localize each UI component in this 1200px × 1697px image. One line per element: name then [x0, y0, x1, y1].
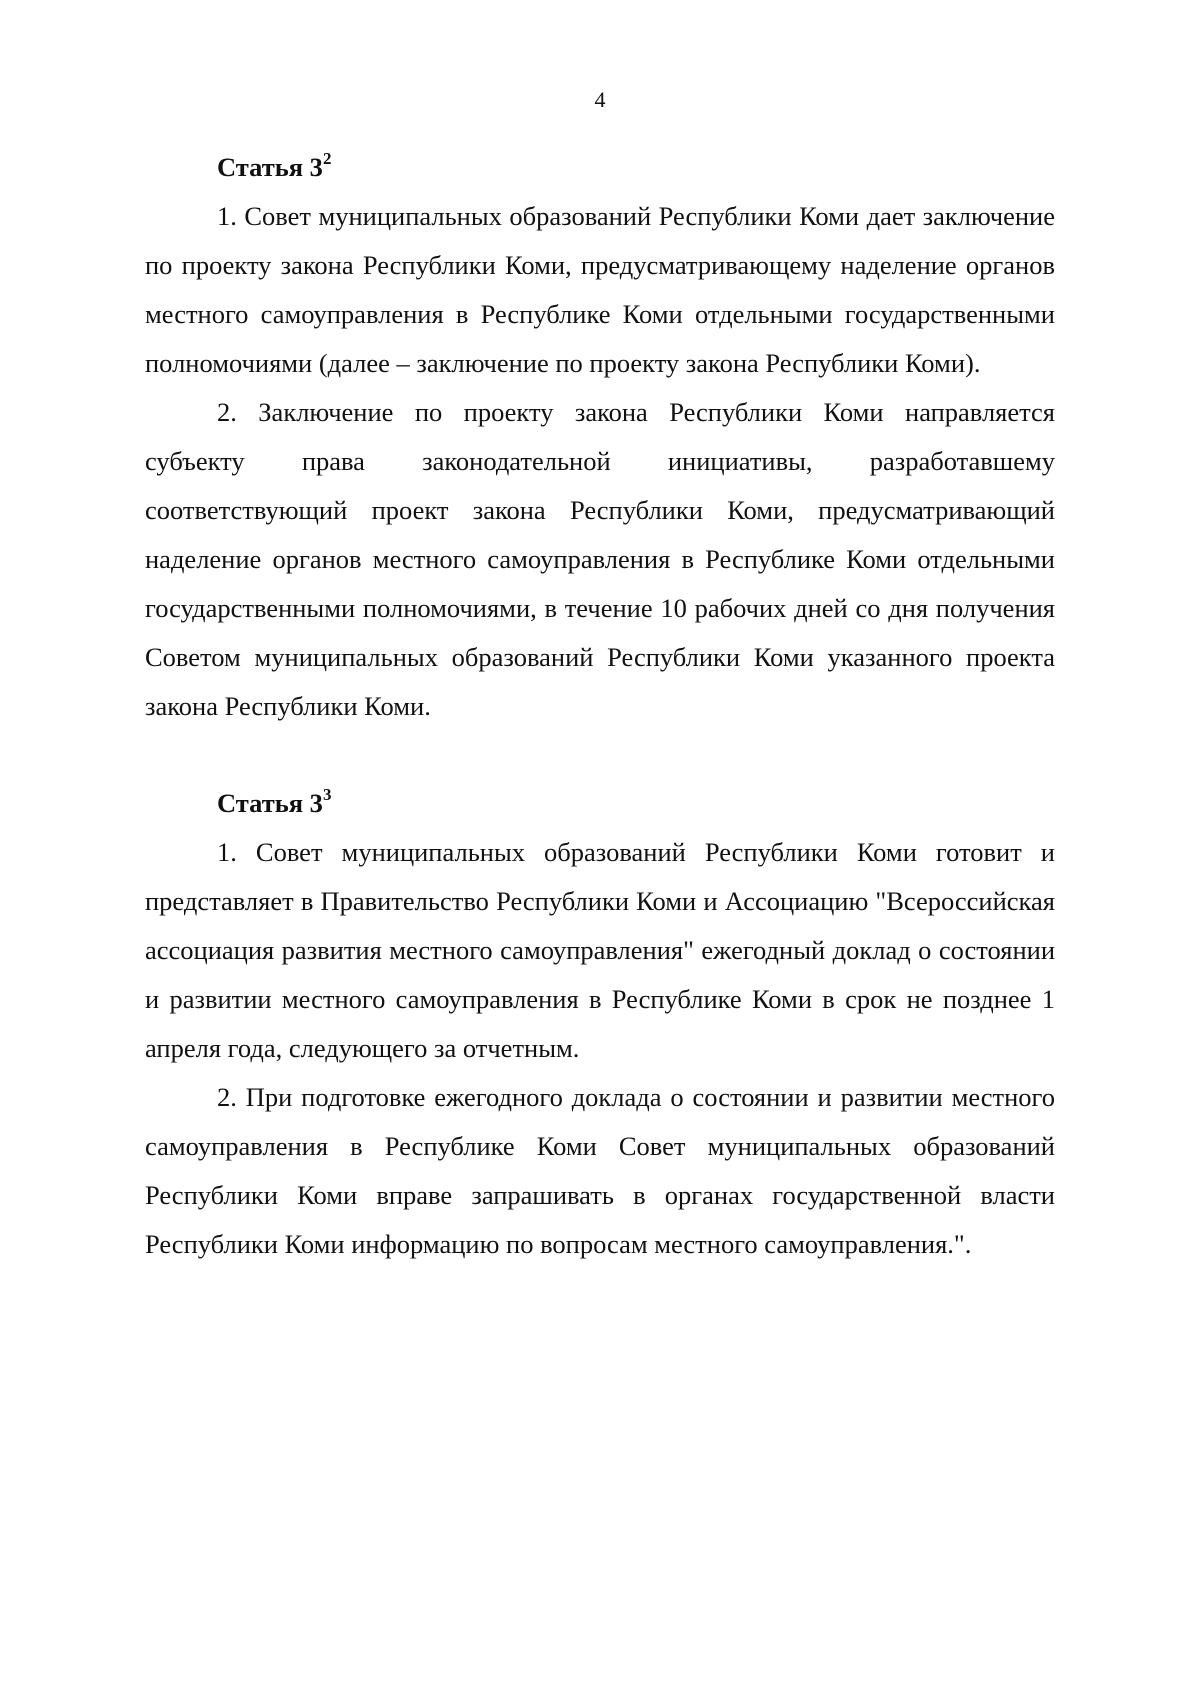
article-3-3: [145, 779, 1055, 1269]
document-body: [145, 143, 1055, 1269]
article-title-superscript: 3: [322, 785, 332, 805]
article-title: [217, 779, 1055, 828]
article-paragraph: 2. Заключение по проекту закона Республики Коми направляется субъекту права законодательной инициативы, разработавшему соответствующий проект закона Республики Коми, предусматривающий наделение органов местного самоуправления в Республике Коми отдельными государственными полномочиями, в течение 10 рабочих дней со дня получения Советом муниципальных образований Республики Коми указанного проекта закона Республики Коми.: [145, 397, 1055, 721]
page-number: 4: [594, 87, 606, 112]
article-title: [217, 143, 1055, 192]
article-3-2: [145, 143, 1055, 731]
article-paragraph: 2. При подготовке ежегодного доклада о состоянии и развитии местного самоуправления в Республике Коми Совет муниципальных образований Республики Коми вправе запрашивать в органах государственной власти Республики Коми информацию по вопросам местного самоуправления.".: [145, 1082, 1055, 1259]
article-title-superscript: 2: [322, 149, 332, 169]
article-paragraph: 1. Совет муниципальных образований Республики Коми дает заключение по проекту закона Республики Коми, предусматривающему наделение органов местного самоуправления в Республике Коми отдельными государственными полномочиями (далее – заключение по проекту закона Республики Коми).: [145, 201, 1055, 378]
article-title-text: Статья 3: [217, 152, 323, 182]
article-title-text: Статья 3: [217, 788, 323, 818]
article-paragraph: 1. Совет муниципальных образований Республики Коми готовит и представляет в Правительство Республики Коми и Ассоциацию "Всероссийская ассоциация развития местного самоуправления" ежегодный доклад о состоянии и развитии местного самоуправления в Республике Коми в срок не позднее 1 апреля года, следующего за отчетным.: [145, 837, 1055, 1063]
